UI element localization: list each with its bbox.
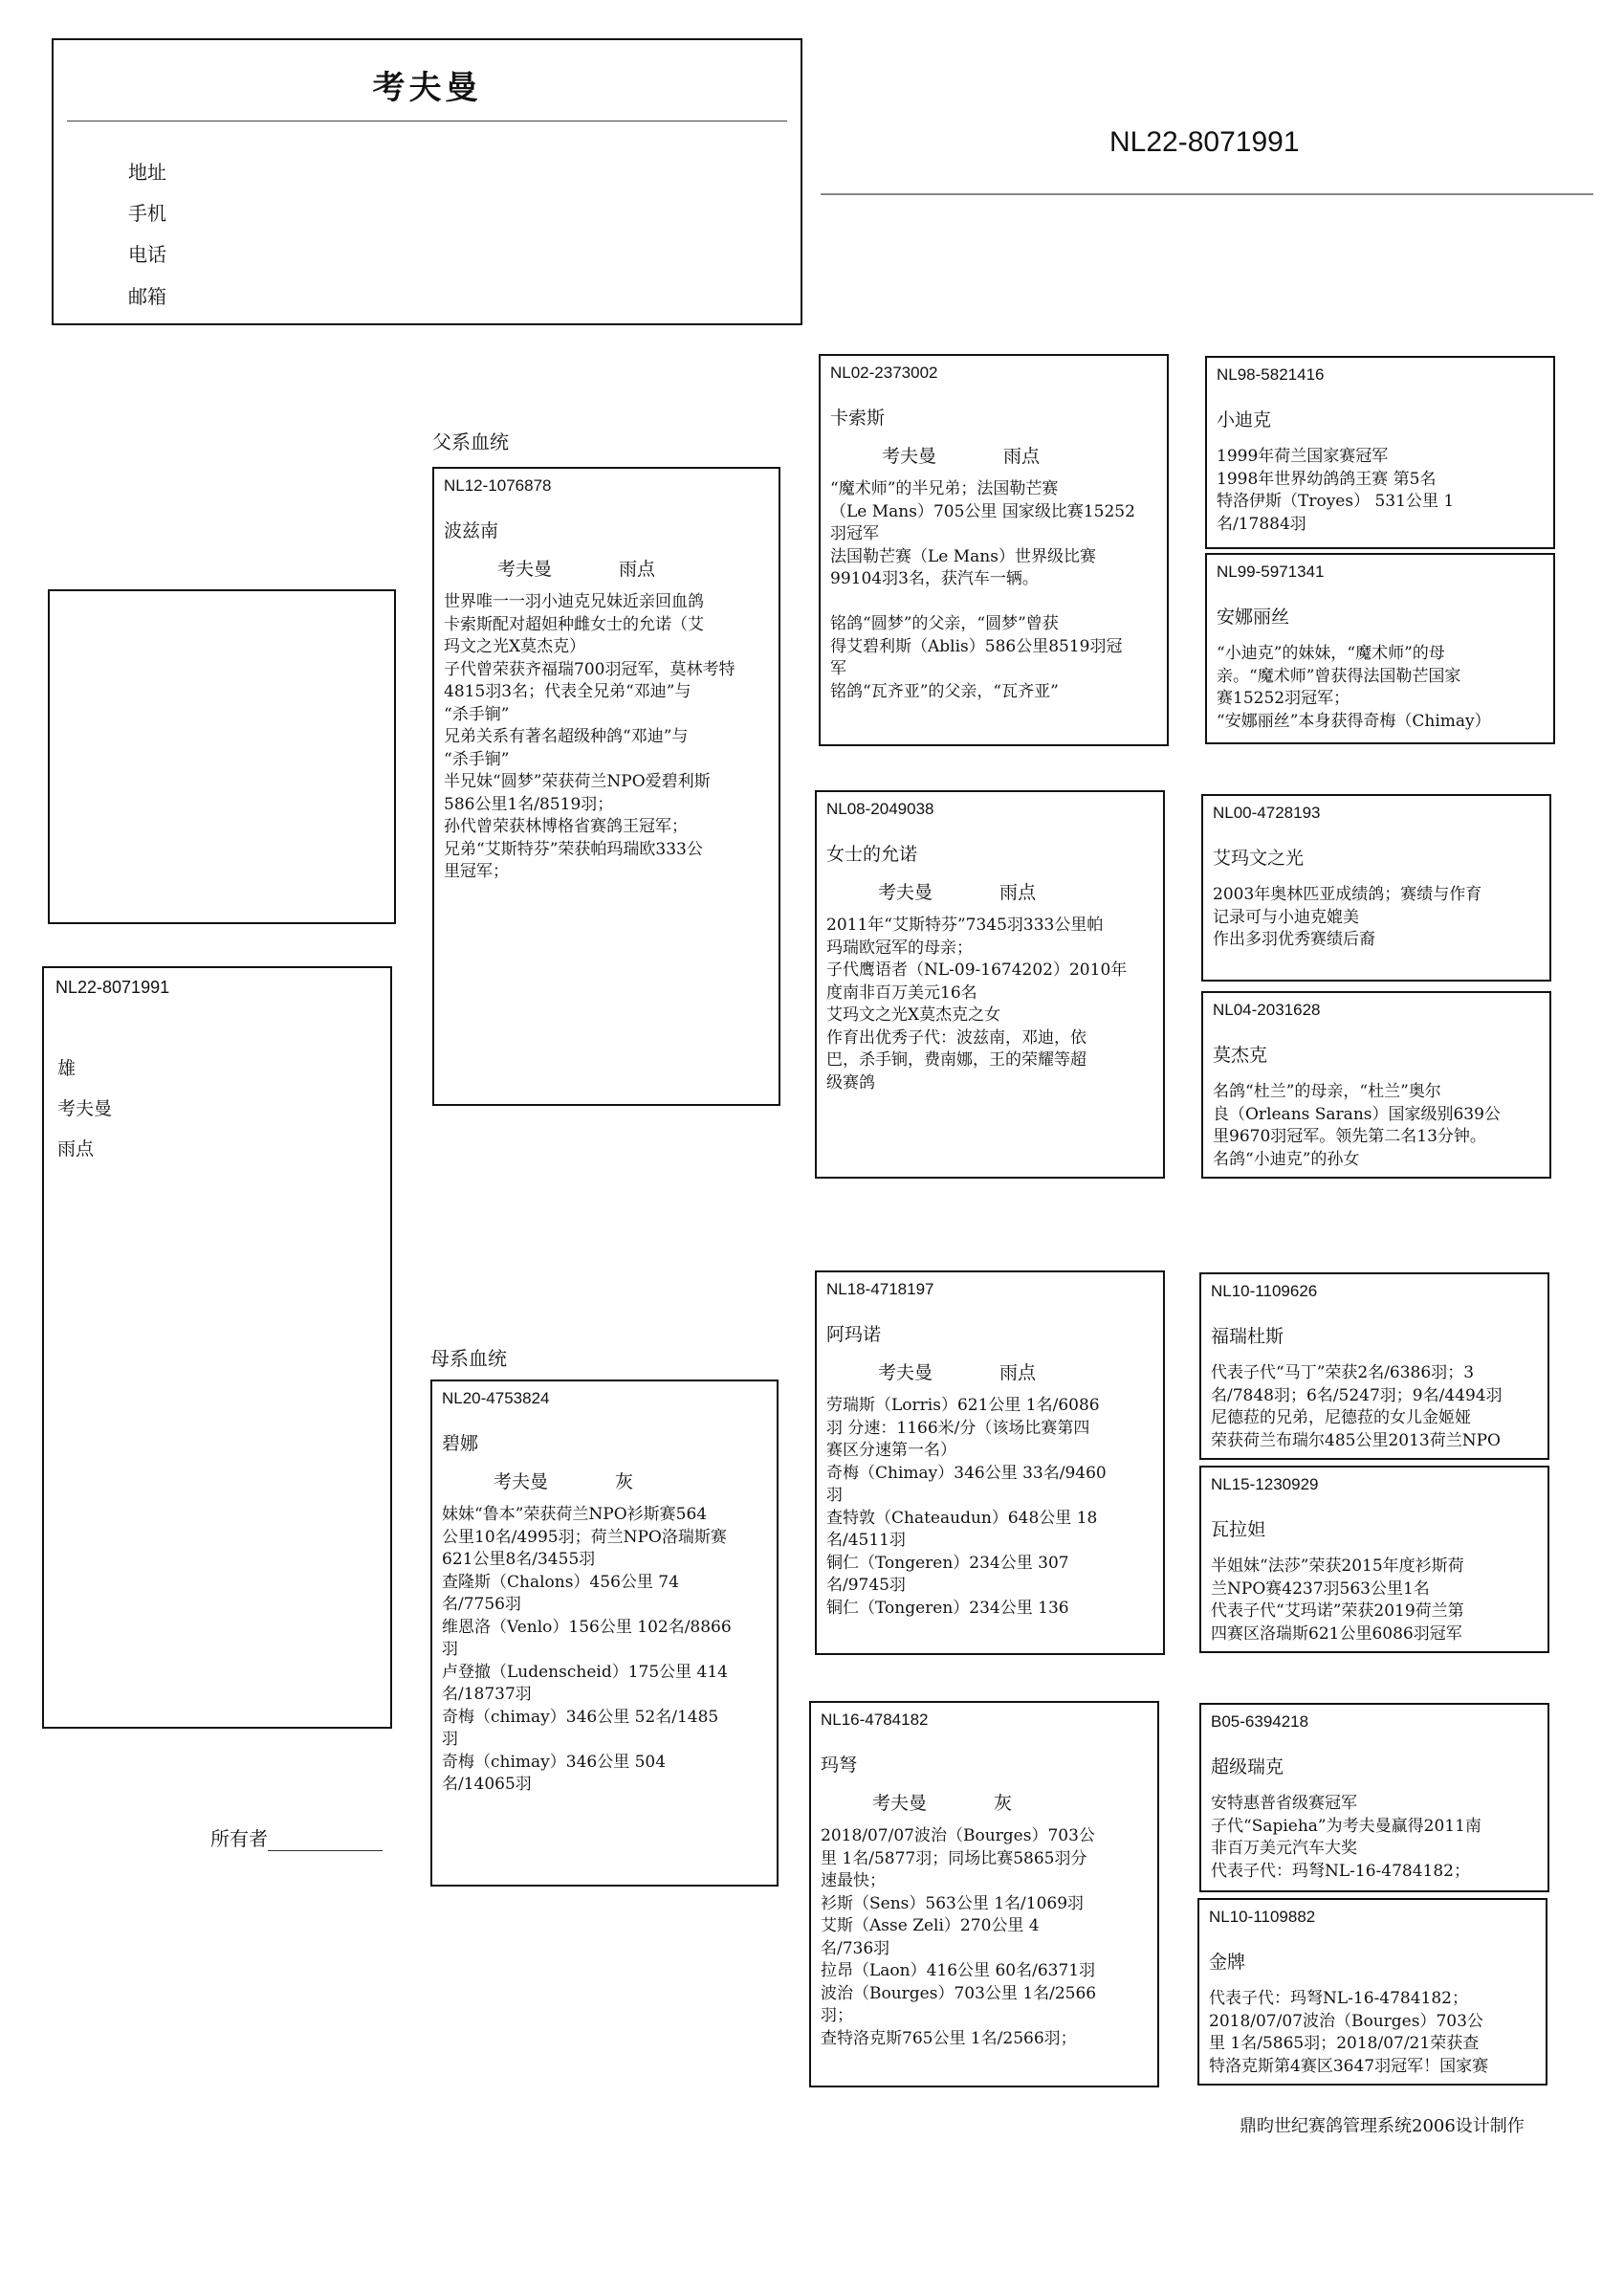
note-line: 速最快； [821, 1871, 886, 1890]
sire-sire-dam-ring: NL99-5971341 [1217, 563, 1325, 581]
dam-dam-dam-ring: NL10-1109882 [1209, 1908, 1316, 1926]
dam-dam-card [809, 1701, 1159, 2087]
note-line: 铭鸽“瓦齐亚”的父亲，“瓦齐亚” [830, 681, 1059, 701]
note-line: 半姐妹“法莎”荣获2015年度衫斯荷 [1211, 1556, 1464, 1576]
sire-sire-breeder: 考夫曼 [882, 446, 937, 467]
dam-sire-dam-card [1199, 1466, 1549, 1653]
sire-dam-breeder: 考夫曼 [878, 882, 933, 903]
sire-ring: NL12-1076878 [444, 476, 552, 495]
note-line: 艾斯（Asse Zeli）270公里 4 [821, 1916, 1040, 1935]
note-line: 代表子代“马丁”荣获2名/6386羽；3 [1211, 1363, 1475, 1382]
subject-breeder: 考夫曼 [57, 1098, 113, 1119]
note-line: 铜仁（Tongeren）234公里 307 [826, 1553, 1069, 1573]
note-line: 586公里1名/8519羽； [444, 794, 614, 814]
note-line: 巴，杀手锏，费南娜，王的荣耀等超 [826, 1050, 1086, 1070]
dam-sire-sire-card [1199, 1272, 1549, 1460]
dam-dam-sire-ring: B05-6394218 [1211, 1712, 1309, 1731]
note-line: 里 1名/5865羽；2018/07/21荣获查 [1209, 2034, 1480, 2053]
sire-dam-notes [826, 915, 1155, 1094]
email-label: 邮箱 [128, 285, 166, 308]
sire-sire-sire-notes [1217, 446, 1546, 536]
note-line: 子代曾荣获齐福瑞700羽冠军，莫林考特 [444, 659, 735, 679]
note-line: 世界唯一一羽小迪克兄妹近亲回血鸽 [444, 592, 704, 611]
note-line: “杀手锏” [444, 704, 510, 724]
sire-dam-sire-name: 艾玛文之光 [1213, 848, 1305, 869]
dam-color: 灰 [615, 1471, 634, 1492]
note-line: 兄弟“艾斯特芬”荣获帕玛瑞欧333公 [444, 839, 703, 859]
note-line: 尼德菈的兄弟，尼德菈的女儿金姬娅 [1211, 1408, 1471, 1427]
note-line: 作育出优秀子代：波兹南，邓迪，依 [826, 1027, 1086, 1048]
dam-card [430, 1380, 779, 1887]
dam-dam-breeder: 考夫曼 [872, 1793, 928, 1814]
pedigree-ring-title: NL22-8071991 [1109, 126, 1300, 158]
note-line: 里冠军； [444, 862, 509, 881]
note-line: 1999年荷兰国家赛冠军 [1217, 447, 1389, 466]
note-line: 玛瑞欧冠军的母亲； [826, 938, 973, 958]
subject-sex: 雄 [57, 1058, 77, 1079]
sire-sire-name: 卡索斯 [830, 408, 886, 429]
note-line: 兄弟关系有著名超级种鸽“邓迪”与 [444, 727, 689, 746]
note-line: 名/4511羽 [826, 1531, 906, 1550]
note-line: 非百万美元汽车大奖 [1211, 1839, 1357, 1858]
mobile-label: 手机 [128, 202, 166, 225]
note-line: 法国勒芒赛（Le Mans）世界级比赛 [830, 546, 1096, 566]
dam-dam-sire-name: 超级瑞克 [1211, 1756, 1284, 1777]
note-line: 羽； [821, 2006, 853, 2025]
note-line: 名/17884羽 [1217, 514, 1306, 534]
sire-dam-sire-card [1201, 794, 1551, 982]
dam-dam-name: 玛弩 [821, 1755, 858, 1776]
note-line: 查特洛克斯765公里 1名/2566羽； [821, 2028, 1077, 2048]
note-line: 名/14065羽 [442, 1775, 532, 1794]
note-line: 查特敦（Chateaudun）648公里 18 [826, 1508, 1098, 1528]
note-line: 孙代曾荣获林博格省赛鸽王冠军； [444, 817, 688, 836]
note-line: 621公里8名/3455羽 [442, 1550, 596, 1569]
note-line: 拉昂（Laon）416公里 60名/6371羽 [821, 1961, 1096, 1980]
title-divider [821, 193, 1593, 195]
note-line: 度南非百万美元16名 [826, 982, 977, 1003]
note-line: 良（Orleans Sarans）国家级别639公 [1213, 1104, 1501, 1124]
sire-card [432, 467, 780, 1106]
sire-notes [444, 591, 771, 884]
sire-dam-sire-notes [1213, 884, 1542, 952]
sire-breeder: 考夫曼 [497, 559, 553, 580]
dam-name: 碧娜 [442, 1433, 479, 1454]
dam-dam-ring: NL16-4784182 [821, 1711, 929, 1729]
note-line: （Le Mans）705公里 国家级比赛15252 [830, 501, 1135, 521]
dam-dam-color: 灰 [994, 1793, 1013, 1814]
sire-dam-name: 女士的允诺 [826, 844, 918, 865]
sire-dam-sire-ring: NL00-4728193 [1213, 804, 1321, 822]
dam-dam-sire-card [1199, 1703, 1549, 1892]
dam-notes [442, 1504, 769, 1797]
note-line: 铜仁（Tongeren）234公里 136 [826, 1598, 1069, 1618]
dam-dam-dam-notes [1209, 1988, 1538, 2078]
note-line: 羽 分速：1166米/分（该场比赛第四 [826, 1418, 1090, 1438]
note-line: “小迪克”的妹妹，“魔术师”的母 [1217, 644, 1445, 663]
dam-sire-notes [826, 1395, 1155, 1620]
sire-dam-dam-ring: NL04-2031628 [1213, 1001, 1321, 1019]
note-line: 劳瑞斯（Lorris）621公里 1名/6086 [826, 1396, 1100, 1415]
sire-line-label: 父系血统 [432, 430, 509, 453]
owner-label: 所有者 [210, 1827, 268, 1850]
note-line: 子代“Sapieha”为考夫曼赢得2011南 [1211, 1816, 1481, 1836]
dam-sire-dam-name: 瓦拉妲 [1211, 1519, 1266, 1540]
owner-header-box [52, 38, 802, 325]
sire-sire-dam-card [1205, 553, 1555, 744]
note-line: 卢登撤（Ludenscheid）175公里 414 [442, 1662, 729, 1682]
note-line: 奇梅（chimay）346公里 504 [442, 1752, 667, 1772]
note-line: 四赛区洛瑞斯621公里6086羽冠军 [1211, 1623, 1462, 1644]
dam-sire-sire-notes [1211, 1362, 1540, 1452]
dam-sire-sire-ring: NL10-1109626 [1211, 1282, 1318, 1300]
note-line: 羽 [826, 1486, 843, 1505]
sire-sire-sire-name: 小迪克 [1217, 409, 1272, 430]
note-line: 奇梅（Chimay）346公里 33名/9460 [826, 1463, 1107, 1483]
note-line: 作出多羽优秀赛绩后裔 [1213, 930, 1375, 949]
note-line: 查隆斯（Chalons）456公里 74 [442, 1572, 679, 1592]
photo-placeholder [48, 589, 396, 924]
note-line: 军 [830, 659, 846, 678]
note-line: 卡索斯配对超妲种雌女士的允诺（艾 [444, 614, 704, 634]
note-line: “安娜丽丝”本身获得奇梅（Chimay） [1217, 711, 1491, 731]
dam-sire-card [815, 1270, 1165, 1655]
note-line [830, 591, 1159, 614]
sire-dam-color: 雨点 [999, 882, 1037, 903]
note-line: 名/7848羽；6名/5247羽；9名/4494羽 [1211, 1385, 1503, 1405]
sire-sire-sire-ring: NL98-5821416 [1217, 365, 1325, 384]
note-line: 赛15252羽冠军； [1217, 689, 1350, 708]
owner-name: 考夫曼 [372, 69, 482, 107]
note-line: 里 1名/5877羽；同场比赛5865羽分 [821, 1848, 1087, 1868]
dam-dam-dam-name: 金牌 [1209, 1952, 1246, 1973]
sire-name: 波兹南 [444, 520, 499, 541]
note-line: 名鸽“小迪克”的孙女 [1213, 1149, 1360, 1169]
note-line: 羽冠军 [830, 524, 879, 543]
dam-dam-sire-notes [1211, 1793, 1540, 1883]
note-line: 2003年奥林匹亚成绩鸽；赛绩与作育 [1213, 885, 1482, 904]
subject-color: 雨点 [57, 1138, 95, 1159]
note-line: 兰NPO赛4237羽563公里1名 [1211, 1578, 1430, 1599]
note-line: 2018/07/07波治（Bourges）703公 [1209, 2011, 1483, 2031]
subject-ring: NL22-8071991 [55, 978, 170, 997]
note-line: “杀手锏” [444, 749, 510, 769]
note-line: 2011年“艾斯特芬”7345羽333公里帕 [826, 916, 1104, 935]
note-line: 记录可与小迪克媲美 [1213, 907, 1359, 927]
sire-sire-dam-name: 安娜丽丝 [1217, 607, 1290, 628]
sire-dam-card [815, 790, 1165, 1179]
owner-signature [210, 1823, 383, 1851]
note-line: 衫斯（Sens）563公里 1名/1069羽 [821, 1893, 1085, 1913]
phone-label: 电话 [128, 243, 166, 266]
note-line: 赛区分速第一名） [826, 1441, 956, 1460]
note-line: 玛文之光X莫杰克） [444, 637, 586, 656]
dam-sire-sire-name: 福瑞杜斯 [1211, 1326, 1284, 1347]
note-line: 子代鹰语者（NL-09-1674202）2010年 [826, 960, 1128, 980]
note-line: 里9670羽冠军。领先第二名13分钟。 [1213, 1127, 1486, 1146]
note-line: 级赛鸽 [826, 1072, 875, 1093]
sire-dam-dam-notes [1213, 1081, 1542, 1171]
note-line: 羽 [442, 1730, 458, 1749]
note-line: 名/7756羽 [442, 1595, 521, 1614]
note-line: 名/9745羽 [826, 1576, 906, 1595]
note-line: 安特惠普省级赛冠军 [1211, 1794, 1357, 1813]
note-line: 铭鸽“圆梦”的父亲，“圆梦”曾获 [830, 614, 1059, 633]
sire-color: 雨点 [619, 559, 656, 580]
note-line: 荣获荷兰布瑞尔485公里2013荷兰NPO [1211, 1430, 1501, 1450]
note-line: 名鸽“杜兰”的母亲，“杜兰”奥尔 [1213, 1082, 1441, 1101]
dam-sire-color: 雨点 [999, 1362, 1037, 1383]
note-line: 亲。“魔术师”曾获得法国勒芒国家 [1217, 666, 1461, 686]
owner-signature-line [268, 1831, 383, 1851]
note-line: 代表子代“艾玛诺”荣获2019荷兰第 [1211, 1601, 1464, 1621]
note-line: 2018/07/07波治（Bourges）703公 [821, 1826, 1095, 1845]
note-line: 99104羽3名，获汽车一辆。 [830, 569, 1039, 588]
subject-pigeon-card [42, 966, 392, 1729]
note-line: 奇梅（chimay）346公里 52名/1485 [442, 1707, 719, 1727]
note-line: 羽 [442, 1640, 458, 1659]
sire-sire-dam-notes [1217, 643, 1546, 733]
sire-sire-card [819, 354, 1169, 746]
note-line: 代表子代：玛弩NL-16-4784182； [1211, 1861, 1470, 1881]
dam-ring: NL20-4753824 [442, 1389, 550, 1407]
note-line: 得艾碧利斯（Ablis）586公里8519羽冠 [830, 636, 1123, 656]
dam-sire-breeder: 考夫曼 [878, 1362, 933, 1383]
note-line: 艾玛文之光X莫杰克之女 [826, 1005, 1001, 1025]
dam-sire-ring: NL18-4718197 [826, 1280, 934, 1298]
note-line: 特洛克斯第4赛区3647羽冠军！国家赛 [1209, 2056, 1489, 2076]
sire-sire-ring: NL02-2373002 [830, 364, 938, 382]
note-line: “魔术师”的半兄弟；法国勒芒赛 [830, 479, 1059, 498]
dam-line-label: 母系血统 [430, 1347, 507, 1370]
note-line: 波治（Bourges）703公里 1名/2566 [821, 1983, 1097, 2003]
sire-sire-color: 雨点 [1003, 446, 1041, 467]
dam-sire-dam-notes [1211, 1556, 1540, 1645]
sire-sire-sire-card [1205, 356, 1555, 549]
note-line: 名/18737羽 [442, 1685, 532, 1704]
sire-dam-dam-card [1201, 991, 1551, 1179]
sire-sire-notes [830, 478, 1159, 703]
sire-dam-ring: NL08-2049038 [826, 800, 934, 818]
note-line: 维恩洛（Venlo）156公里 102名/8866 [442, 1617, 732, 1637]
note-line: 妹妹“鲁本”荣获荷兰NPO衫斯赛564 [442, 1505, 708, 1524]
note-line: 半兄妹“圆梦”荣获荷兰NPO爱碧利斯 [444, 772, 711, 791]
sire-dam-dam-name: 莫杰克 [1213, 1045, 1268, 1066]
dam-sire-dam-ring: NL15-1230929 [1211, 1475, 1319, 1493]
dam-dam-dam-card [1197, 1898, 1547, 2086]
note-line: 特洛伊斯（Troyes） 531公里 1 [1217, 492, 1455, 511]
dam-breeder: 考夫曼 [494, 1471, 549, 1492]
note-line: 公里10名/4995羽；荷兰NPO洛瑞斯赛 [442, 1527, 727, 1547]
note-line: 1998年世界幼鸽鸽王赛 第5名 [1217, 469, 1437, 489]
note-line: 名/736羽 [821, 1938, 890, 1958]
note-line: 4815羽3名；代表全兄弟“邓迪”与 [444, 682, 691, 701]
footer-credit: 鼎昀世纪赛鸽管理系统2006设计制作 [1240, 2116, 1525, 2136]
address-label: 地址 [128, 161, 166, 184]
dam-sire-name: 阿玛诺 [826, 1324, 882, 1345]
dam-dam-notes [821, 1825, 1150, 2050]
note-line: 代表子代：玛弩NL-16-4784182； [1209, 1989, 1468, 2008]
